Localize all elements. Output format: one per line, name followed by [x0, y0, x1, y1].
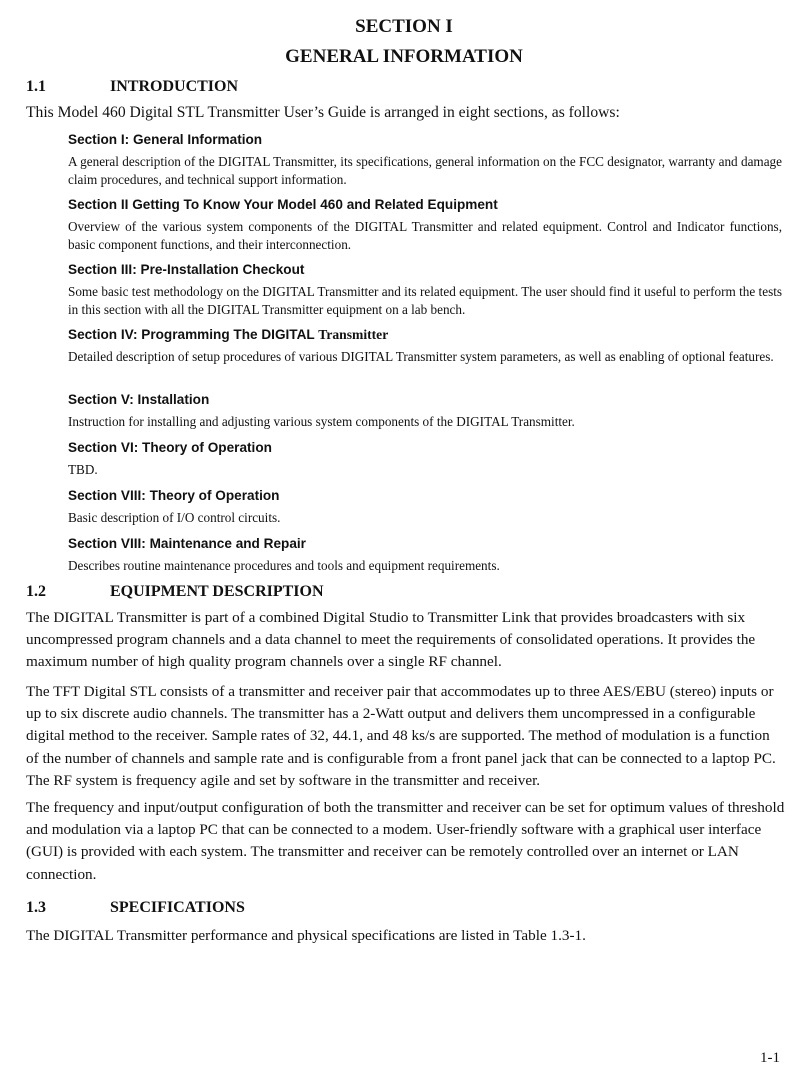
equipment-paragraph: The TFT Digital STL consists of a transmitter and receiver pair that accommodates up to three AES/EBU (stereo) inputs or up to six discrete audio channels. The transmitter has a 2-Watt output and delivers them uncompressed in a configurable digital method to the receiver. Sample rates of 32, 44.1, and 48 ks/s are supported. The method of modulation is a function of the number of channels and sample rate and is configurable from a front panel jack that can be connected to a laptop PC. The RF system is frequency agile and set by software in the transmitter and receiver.: [26, 683, 776, 789]
equipment-heading: [26, 583, 324, 601]
intro-heading: [26, 78, 238, 96]
subsection-description: TBD.: [68, 462, 98, 477]
subsection-title: Section VI: Theory of Operation: [68, 440, 272, 455]
equipment-heading-title: EQUIPMENT DESCRIPTION: [110, 583, 324, 600]
subsection-description: A general description of the DIGITAL Transmitter, its specifications, general information on the FCC designator, warranty and damage claim procedures, and technical support information.: [68, 154, 782, 187]
specs-text: The DIGITAL Transmitter performance and physical specifications are listed in Table 1.3-1.: [26, 927, 586, 944]
specs-heading-title: SPECIFICATIONS: [110, 899, 245, 916]
subsection-description: Basic description of I/O control circuits.: [68, 510, 281, 525]
subsection-description: Instruction for installing and adjusting various system components of the DIGITAL Transmitter.: [68, 414, 575, 429]
subsection-description: Some basic test methodology on the DIGITAL Transmitter and its related equipment. The user should find it useful to perform the tests in this section with all the DIGITAL Transmitter equipment on a lab bench.: [68, 284, 782, 317]
intro-text: This Model 460 Digital STL Transmitter User’s Guide is arranged in eight sections, as follows:: [26, 104, 620, 121]
subsection-title: Section III: Pre-Installation Checkout: [68, 262, 305, 277]
subsection-title: Section I: General Information: [68, 132, 263, 147]
equipment-paragraph: The frequency and input/output configuration of both the transmitter and receiver can be set for optimum values of threshold and modulation via a laptop PC that can be connected to a modem. User-friendly software with a graphical user interface (GUI) is provided with each system. The transmitter and receiver can be remotely controlled over an internet or LAN connection.: [26, 799, 785, 883]
section-title: SECTION I: [355, 16, 453, 37]
specs-heading: [26, 899, 245, 917]
equipment-paragraph: The DIGITAL Transmitter is part of a combined Digital Studio to Transmitter Link that provides broadcasters with six uncompressed program channels and a data channel to meet the requirements of consolidated operations. It provides the maximum number of high quality program channels over a single RF channel.: [26, 609, 756, 671]
subsection-title: Section IV: Programming The DIGITAL Transmitter: [68, 327, 389, 342]
intro-heading-number: 1.1: [26, 78, 46, 95]
equipment-heading-number: 1.2: [26, 583, 46, 600]
subsection-description: Detailed description of setup procedures of various DIGITAL Transmitter system parameters, as well as enabling of optional features.: [68, 349, 774, 364]
subsection-description: Describes routine maintenance procedures and tools and equipment requirements.: [68, 558, 500, 573]
section-subtitle: GENERAL INFORMATION: [285, 46, 523, 67]
subsection-title: Section VIII: Maintenance and Repair: [68, 536, 306, 551]
subsection-title: Section II Getting To Know Your Model 460 and Related Equipment: [68, 197, 498, 212]
page-number: 1-1: [760, 1050, 780, 1066]
subsection-description: Overview of the various system components of the DIGITAL Transmitter and related equipment. Control and Indicator functions, basic component functions, and their interconnection.: [68, 219, 782, 252]
subsection-title: Section V: Installation: [68, 392, 210, 407]
specs-heading-number: 1.3: [26, 899, 46, 916]
intro-heading-title: INTRODUCTION: [110, 78, 239, 95]
subsection-title: Section VIII: Theory of Operation: [68, 488, 280, 503]
